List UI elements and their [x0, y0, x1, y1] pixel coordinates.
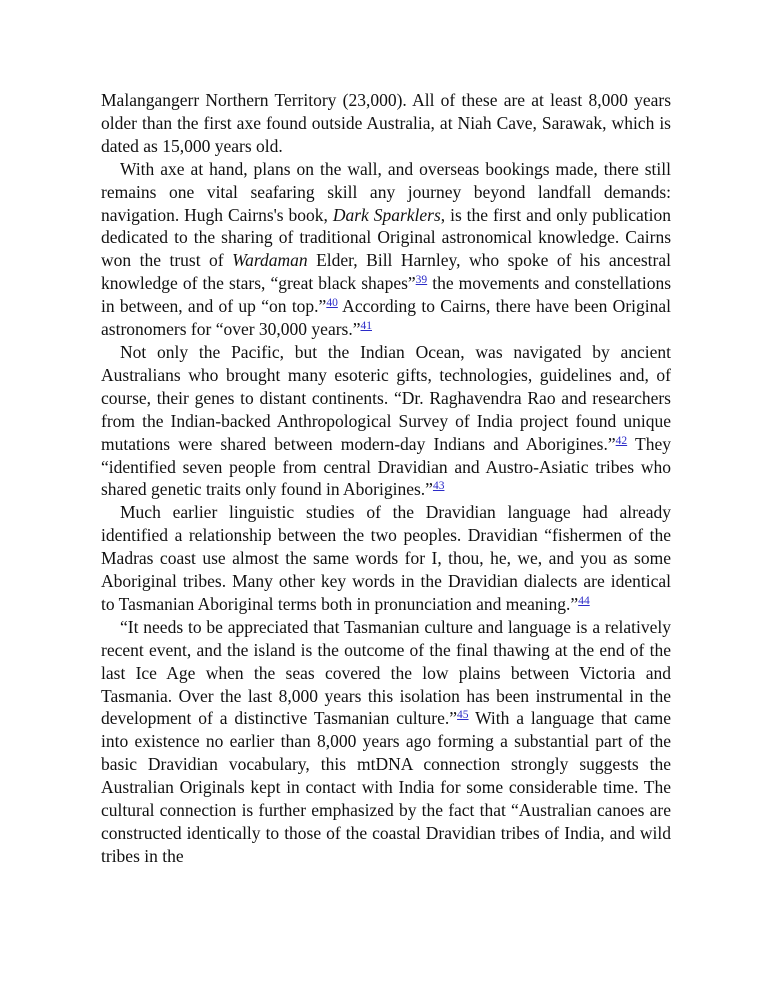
text-run: They “identified seven people from central Dravidian and Austro-Asiatic tribes who shared genetic traits only found in Aborigines.”	[101, 433, 671, 500]
body-paragraph	[101, 501, 671, 616]
text-run: “It needs to be appreciated that Tasmanian culture and language is a relatively recent event, and the island is the outcome of the final thawing at the end of the last Ice Age when the seas covered the low plains between Victoria and Tasmania. Over the last 8,000 years this isolation has been instrumental in the development of a distinctive Tasmanian culture.”	[101, 616, 671, 729]
text-run: With axe at hand, plans on the wall, and overseas bookings made, there still remains one vital seafaring skill any journey beyond landfall demands: navigation. Hugh Cairns's book,	[101, 158, 671, 225]
text-run: Malangangerr Northern Territory (23,000). All of these are at least 8,000 years older than the first axe found outside Australia, at Niah Cave, Sarawak, which is dated as 15,000 years old.	[101, 90, 671, 156]
body-paragraph	[101, 341, 671, 501]
footnote-link[interactable]: 40	[326, 297, 338, 310]
italic-text: Wardaman	[232, 250, 308, 271]
footnote-link[interactable]: 42	[615, 434, 628, 447]
body-paragraph	[101, 158, 671, 341]
body-paragraph	[101, 616, 671, 868]
text-run: Elder, Bill Harnley, who spoke of his ancestral knowledge of the stars, “great black shapes”	[101, 250, 671, 294]
text-run: With a language that came into existence no earlier than 8,000 years ago forming a substantial part of the basic Dravidian vocabulary, this mtDNA connection strongly suggests the Australian Originals kept in contact with India for some considerable time. The cultural connection is further emphasized by the fact that “Australian canoes are constructed identically to those of the coastal Dravidian tribes of India, and wild tribes in the	[101, 708, 672, 866]
text-run: According to Cairns, there have been Original astronomers for “over 30,000 years.”	[101, 296, 672, 340]
footnote-link[interactable]: 39	[415, 274, 428, 287]
footnote-link[interactable]: 44	[578, 594, 590, 607]
footnote-link[interactable]: 43	[432, 480, 445, 493]
italic-text: Dark Sparklers	[332, 204, 441, 225]
document-page	[101, 89, 671, 868]
body-paragraph	[101, 89, 671, 158]
text-run: Not only the Pacific, but the Indian Ocean, was navigated by ancient Australians who brought many esoteric gifts, technologies, guidelines and, of course, their genes to distant continents. “Dr. Raghavendra Rao and researchers from the Indian-backed Anthropological Survey of India project found unique mutations were shared between modern-day Indians and Aborigines.”	[101, 341, 671, 454]
footnote-link[interactable]: 41	[360, 320, 372, 333]
footnote-link[interactable]: 45	[457, 709, 469, 722]
text-run: the movements and constellations in between, and of up “on top.”	[101, 273, 672, 317]
text-run: , is the first and only publication dedicated to the sharing of traditional Original astronomical knowledge. Cairns won the trust of	[101, 204, 672, 271]
text-run: Much earlier linguistic studies of the Dravidian language had already identified a relationship between the two peoples. Dravidian “fishermen of the Madras coast use almost the same words for I, thou, he, we, and you as some Aboriginal tribes. Many other key words in the Dravidian dialects are identical to Tasmanian Aboriginal terms both in pronunciation and meaning.”	[101, 502, 671, 614]
